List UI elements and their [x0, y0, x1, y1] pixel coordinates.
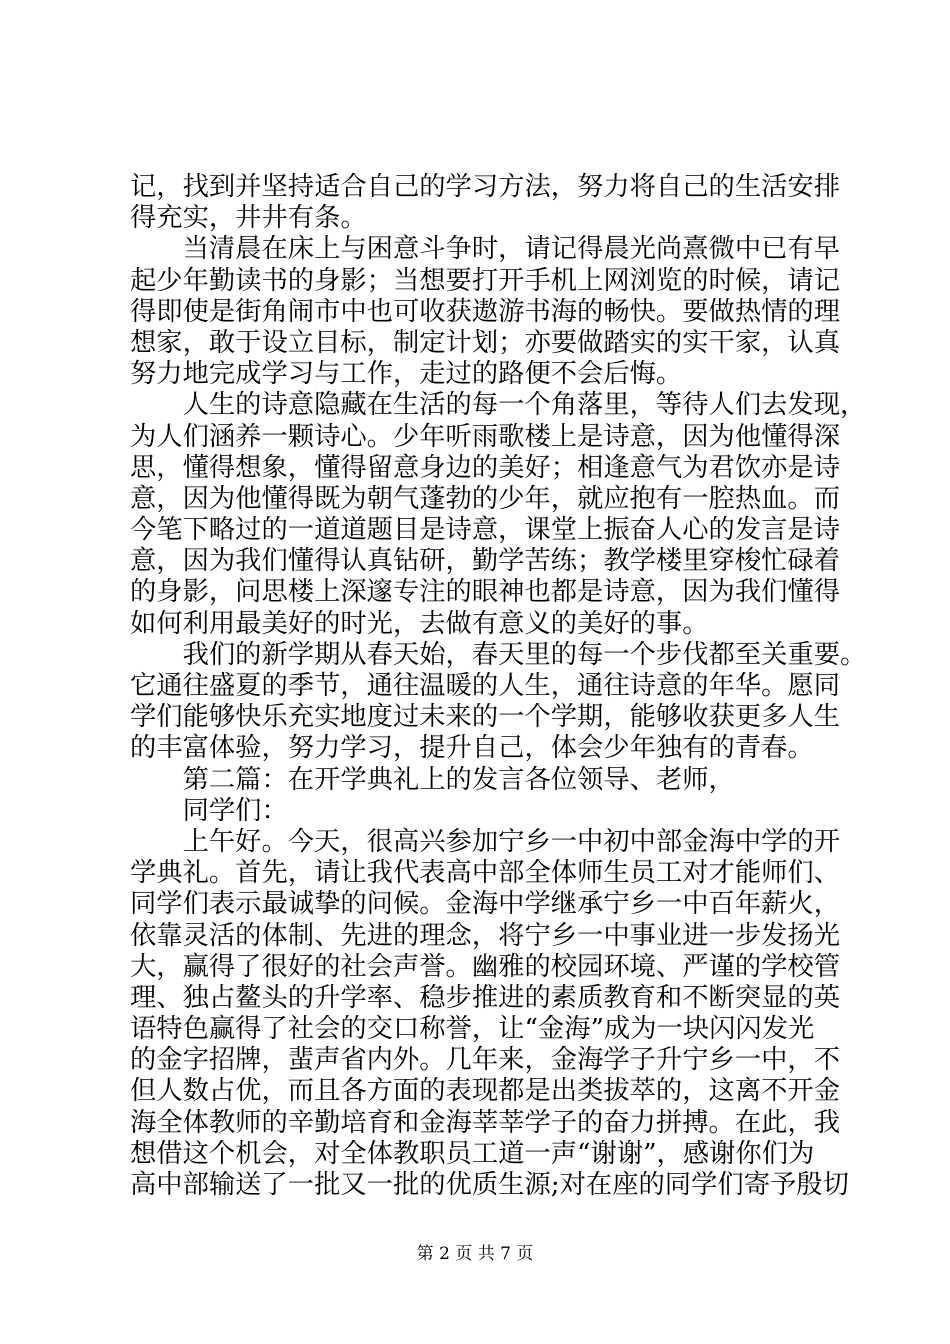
text-line: 学典礼。首先，请让我代表高中部全体师生员工对才能师们、 — [130, 858, 841, 889]
text-line: 的丰富体验，努力学习，提升自己，体会少年独有的青春。 — [130, 733, 814, 764]
text-line: 的金字招牌，蜚声省内外。几年来，金海学子升宁乡一中，不 — [130, 1045, 841, 1076]
page-number-footer: 第 2 页 共 7 页 — [416, 1244, 534, 1264]
text-line: 理、独占鳌头的升学率、稳步推进的素质教育和不断突显的英 — [130, 982, 841, 1013]
text-line: 人生的诗意隐藏在生活的每一个角落里，等待人们去发现， — [130, 390, 867, 421]
text-line: 意，因为我们懂得认真钻研，勤学苦练；教学楼里穿梭忙碌着 — [130, 546, 841, 577]
body-text — [130, 172, 867, 1201]
text-line: 努力地完成学习与工作，走过的路便不会后悔。 — [130, 359, 683, 390]
text-line: 当清晨在床上与困意斗争时，请记得晨光尚熹微中已有早 — [130, 234, 841, 265]
text-line: 同学们表示最诚挚的问候。金海中学继承宁乡一中百年薪火， — [130, 889, 841, 920]
text-line: 的身影，问思楼上深邃专注的眼神也都是诗意，因为我们懂得 — [130, 577, 841, 608]
text-line: 它通往盛夏的季节，通往温暖的人生，通往诗意的年华。愿同 — [130, 671, 841, 701]
text-line: 得充实，井井有条。 — [130, 203, 367, 234]
text-line: 学们能够快乐充实地度过未来的一个学期，能够收获更多人生 — [130, 702, 841, 733]
salutation: 同学们： — [130, 795, 288, 826]
text-line: 如何利用最美好的时光，去做有意义的美好的事。 — [130, 608, 709, 639]
text-line: 但人数占优，而且各方面的表现都是出类拔萃的，这离不开金 — [130, 1076, 841, 1107]
text-line: 我们的新学期从春天始，春天里的每一个步伐都至关重要。 — [130, 639, 867, 670]
text-line: 大，赢得了很好的社会声誉。幽雅的校园环境、严谨的学校管 — [130, 951, 841, 982]
text-line: 为人们涵养一颗诗心。少年听雨歌楼上是诗意，因为他懂得深 — [130, 421, 841, 452]
text-line: 记，找到并坚持适合自己的学习方法，努力将自己的生活安排 — [130, 172, 841, 202]
text-line: 海全体教师的辛勤培育和金海莘莘学子的奋力拼搏。在此，我 — [130, 1107, 841, 1138]
text-line: 语特色赢得了社会的交口称誉，让“金海”成为一块闪闪发光 — [130, 1014, 815, 1045]
text-line: 意，因为他懂得既为朝气蓬勃的少年，就应抱有一腔热血。而 — [130, 483, 841, 514]
text-line: 依靠灵活的体制、先进的理念，将宁乡一中事业进一步发扬光 — [130, 920, 841, 951]
text-line: 上午好。今天，很高兴参加宁乡一中初中部金海中学的开 — [130, 826, 841, 857]
section-heading: 第二篇：在开学典礼上的发言各位领导、老师， — [130, 764, 735, 795]
text-line: 得即使是街角闹市中也可收获遨游书海的畅快。要做热情的理 — [130, 296, 841, 327]
text-line: 思，懂得想象，懂得留意身边的美好；相逢意气为君饮亦是诗 — [130, 452, 841, 483]
text-line: 起少年勤读书的身影；当想要打开手机上网浏览的时候，请记 — [130, 265, 841, 296]
text-line: 今笔下略过的一道道题目是诗意，课堂上振奋人心的发言是诗 — [130, 515, 841, 546]
text-line: 想借这个机会，对全体教职员工道一声“谢谢”，感谢你们为 — [130, 1138, 815, 1169]
text-line: 高中部输送了一批又一批的优质生源;对在座的同学们寄予殷切 — [130, 1170, 849, 1200]
text-line: 想家，敢于设立目标，制定计划；亦要做踏实的实干家，认真 — [130, 327, 841, 358]
